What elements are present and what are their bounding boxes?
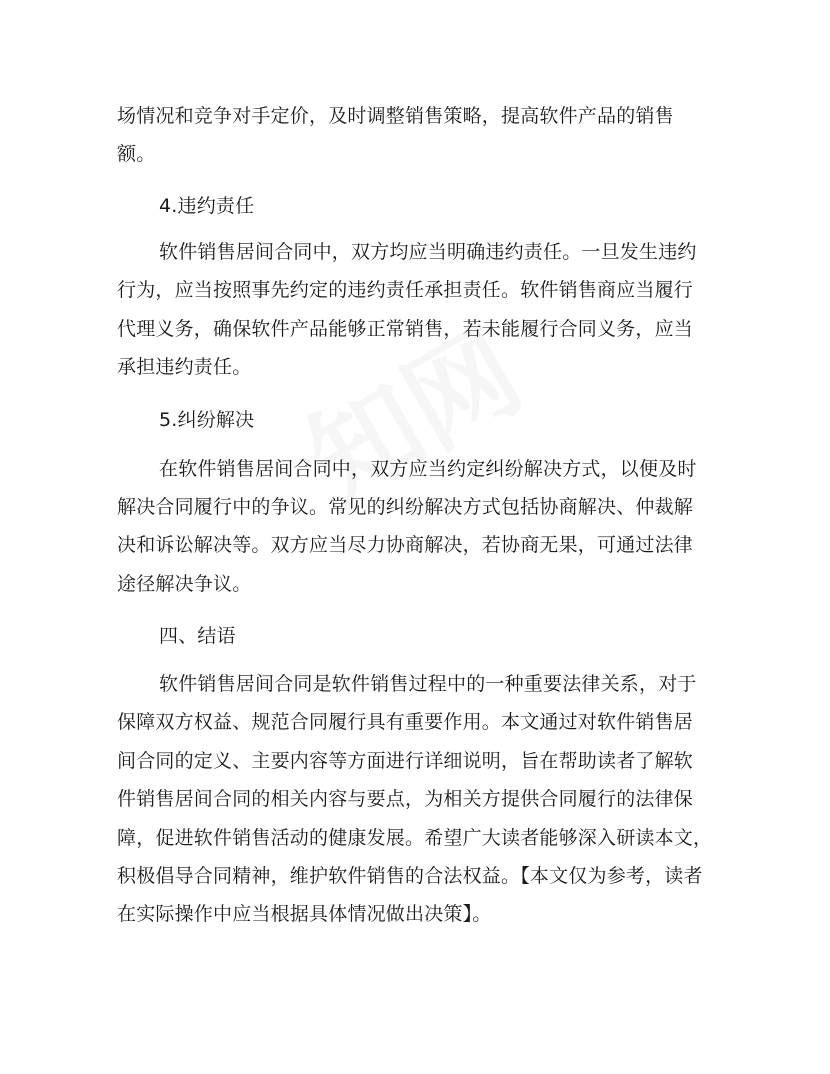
body-text-line: 代理义务，确保软件产品能够正常销售，若未能履行合同义务，应当 [117, 318, 694, 340]
body-text-line: 件销售居间合同的相关内容与要点，为相关方提供合同履行的法律保 [117, 788, 694, 810]
body-text-line: 额。 [117, 143, 156, 165]
section-heading: 四、结语 [159, 625, 236, 647]
paragraph-first-line: 在软件销售居间合同中，双方应当约定纠纷解决方式，以便及时 [159, 458, 697, 480]
body-text-line: 途径解决争议。 [117, 573, 252, 595]
body-text-line: 障，促进软件销售活动的健康发展。希望广大读者能够深入研读本文， [117, 827, 713, 849]
section-heading: 4.违约责任 [159, 195, 255, 217]
body-text-line: 间合同的定义、主要内容等方面进行详细说明，旨在帮助读者了解软 [117, 750, 694, 772]
body-text-line: 决和诉讼解决等。双方应当尽力协商解决，若协商无果，可通过法律 [117, 534, 694, 556]
body-text-line: 行为，应当按照事先约定的违约责任承担责任。软件销售商应当履行 [117, 279, 694, 301]
paragraph-first-line: 软件销售居间合同中，双方均应当明确违约责任。一旦发生违约 [159, 241, 697, 263]
body-text-line: 积极倡导合同精神，维护软件销售的合法权益。【本文仅为参考，读者 [117, 865, 703, 887]
body-text-line: 场情况和竞争对手定价，及时调整销售策略，提高软件产品的销售 [117, 105, 674, 127]
paragraph-first-line: 软件销售居间合同是软件销售过程中的一种重要法律关系，对于 [159, 673, 697, 695]
body-text-line: 在实际操作中应当根据具体情况做出决策】。 [117, 903, 492, 925]
body-text-line: 保障双方权益、规范合同履行具有重要作用。本文通过对软件销售居 [117, 711, 694, 733]
section-heading: 5.纠纷解决 [159, 409, 255, 431]
body-text-line: 解决合同履行中的争议。常见的纠纷解决方式包括协商解决、仲裁解 [117, 496, 694, 518]
body-text-line: 承担违约责任。 [117, 356, 252, 378]
